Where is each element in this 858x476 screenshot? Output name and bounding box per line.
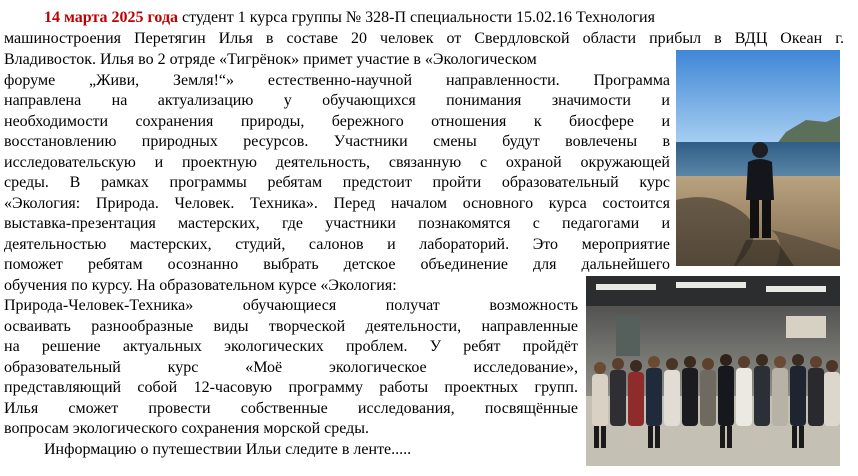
article-line: необходимости сохранения природы, бережного отношения к биосфере и	[4, 113, 670, 130]
article-line: обучения по курсу. На образовательном курсе «Экология:	[4, 277, 397, 294]
group-of-participants-photo	[586, 276, 840, 466]
article-closing-line: Информацию о путешествии Ильи следите в ленте.....	[44, 441, 412, 458]
article-line: образовательный курс «Моё экологическое исследование»,	[4, 359, 578, 376]
article-line: Природа-Человек-Техника» обучающиеся получат возможность	[4, 297, 578, 314]
article-line: среды. В рамках программы ребятам предстоит пройти образовательный курс	[4, 174, 670, 191]
article-line: представляющий собой 12-часовую программу работы проектных групп.	[4, 379, 578, 396]
article-date: 14 марта 2025 года	[44, 9, 179, 26]
article-line: вопросам экологического сохранения морской среды.	[4, 420, 370, 437]
article-line: выставка-презентация мастерских, где участники познакомятся с педагогами и	[4, 215, 670, 232]
article-line: форуме „Живи, Земля!“» естественно-научной направленности. Программа	[4, 72, 670, 89]
article-line: поможет ребятам осознанно выбрать детское объединение для дальнейшего	[4, 256, 670, 273]
article-line: «Экология: Природа. Человек. Техника». Перед началом основного курса состоится	[4, 195, 670, 212]
article-line: деятельностью мастерских, студий, салонов и лабораторий. Это мероприятие	[4, 236, 670, 253]
article-line: осваивать разнообразные виды творческой деятельности, направленные	[4, 318, 578, 335]
article-line-1: 14 марта 2025 года студент 1 курса группы № 328-П специальности 15.02.16 Технология	[44, 9, 655, 26]
article-line: Илья сможет провести собственные исследования, посвящённые	[4, 400, 578, 417]
article-line: исследовательскую и проектную деятельность, связанную с охраной окружающей	[4, 154, 670, 171]
article-line: на решение актуальных экологических проблем. У ребят пройдёт	[4, 338, 578, 355]
article-line: машиностроения Перетягин Илья в составе 20 человек от Свердловской области прибыл в ВДЦ Океан г.	[4, 30, 844, 47]
article-line: Владивосток. Илья во 2 отряде «Тигрёнок» примет участие в «Экологическом	[4, 51, 537, 68]
article-line: направлена на актуализацию у обучающихся понимания значимости и	[4, 92, 670, 109]
student-at-seashore-photo	[676, 50, 840, 266]
article-line: восстановлению природных ресурсов. Участники смены будут вовлечены в	[4, 133, 670, 150]
